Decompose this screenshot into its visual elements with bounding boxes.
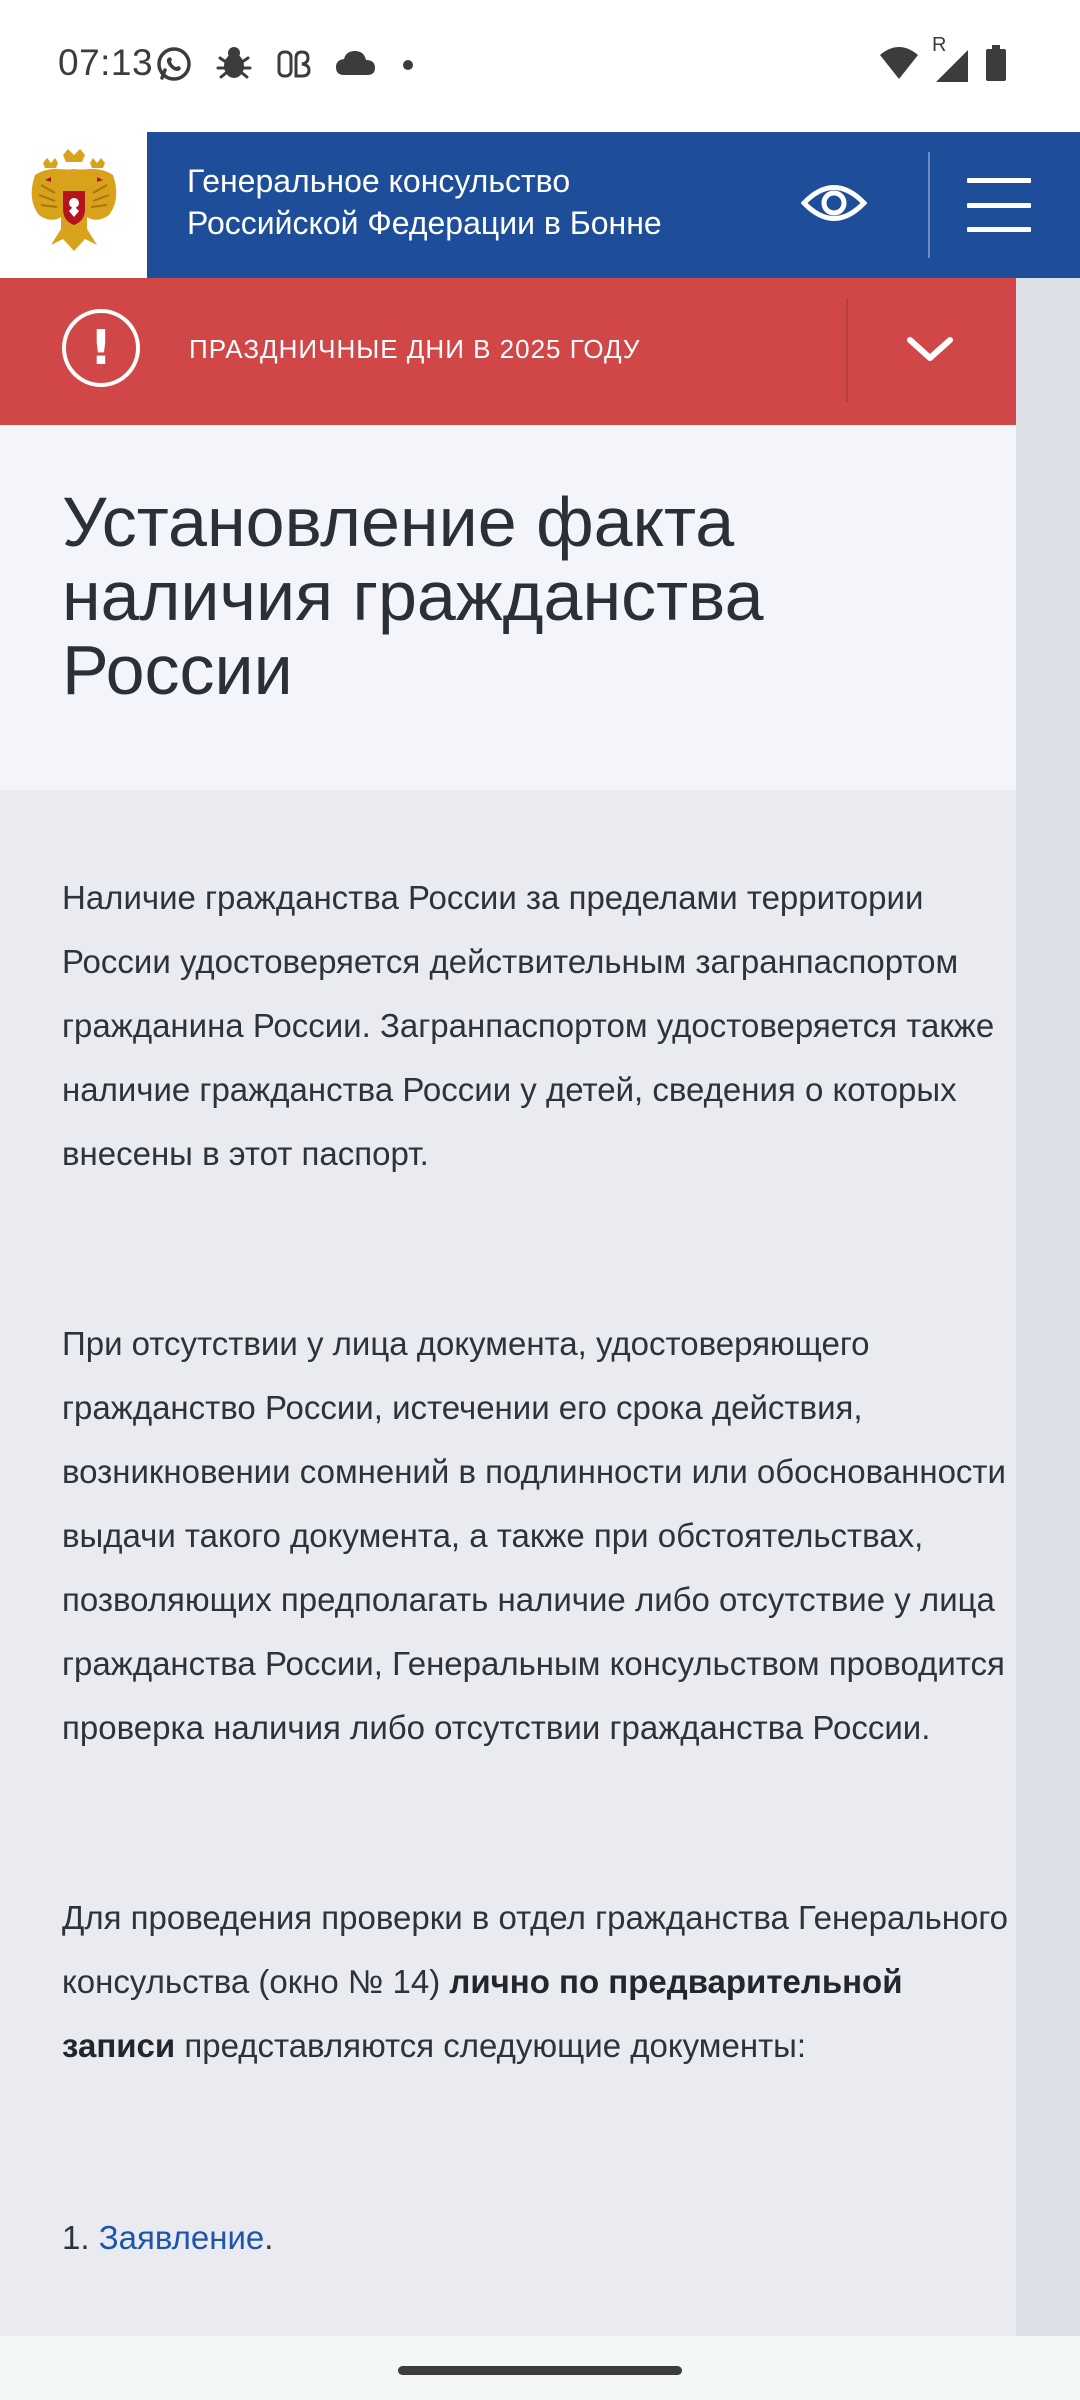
battery-icon xyxy=(984,43,1008,88)
paragraph-2: При отсутствии у лица документа, удостоверяющего гражданство России, истечении его срока действия, возникновении сомнений в подлинности или обоснованности выдачи такого документа, а также при обстоятельствах, позволяющих предполагать наличие либо отсутствие у лица гражданства России, Генеральным консульством проводится проверка наличия либо отсутствии гражданства России. xyxy=(62,1325,1006,1746)
alert-divider xyxy=(846,298,848,402)
coat-of-arms-icon xyxy=(21,147,127,264)
site-logo-link[interactable] xyxy=(0,132,147,278)
paragraph-1: Наличие гражданства России за пределами территории России удостоверяется действительным загранпаспортом гражданина России. Загранпаспортом удостоверяется также наличие гражданства России у детей, сведения о которых внесены в этот паспорт. xyxy=(62,879,995,1172)
site-header xyxy=(0,132,1080,278)
page-title: Установление факта наличия гражданства России xyxy=(62,483,764,709)
list-item-number: 1. xyxy=(62,2219,90,2256)
alert-text[interactable]: ПРАЗДНИЧНЫЕ ДНИ В 2025 ГОДУ xyxy=(189,334,641,364)
alert-expand-button[interactable] xyxy=(890,316,970,386)
header-divider xyxy=(928,152,930,258)
status-bar xyxy=(0,0,1080,132)
roaming-label: R xyxy=(932,34,947,56)
chevron-down-icon xyxy=(906,334,954,369)
application-form-link[interactable]: Заявление xyxy=(98,2219,265,2256)
menu-button[interactable] xyxy=(967,172,1037,238)
whatsapp-icon xyxy=(154,44,194,84)
bug-icon xyxy=(214,44,254,84)
system-icons xyxy=(878,34,1008,89)
holiday-alert-banner[interactable] xyxy=(0,278,1016,425)
main-content xyxy=(0,790,1016,2336)
eye-icon xyxy=(801,182,867,229)
paragraph-3-end: представляются следующие документы: xyxy=(175,2027,807,2064)
home-indicator[interactable] xyxy=(398,2366,682,2375)
title-section xyxy=(0,425,1016,790)
wifi-icon xyxy=(878,43,920,88)
list-item xyxy=(62,2206,273,2270)
page-scroll-gutter xyxy=(1016,278,1080,2336)
paragraph-3 xyxy=(62,1886,1012,2078)
list-item-suffix: . xyxy=(264,2219,274,2256)
exclamation-circle-icon: ! xyxy=(62,309,140,387)
cloud-icon xyxy=(334,44,378,84)
accessibility-button[interactable] xyxy=(797,170,871,240)
site-title[interactable]: Генеральное консульство Российской Федерации в Бонне xyxy=(187,163,662,241)
dot-icon xyxy=(398,44,418,84)
paragraph-3-start: Для проведения проверки в отдел гражданства Генерального консульства (окно № 14) xyxy=(62,1899,1009,2000)
app-icon xyxy=(274,44,314,84)
hamburger-menu-icon xyxy=(967,178,1031,183)
roaming-signal-icon xyxy=(932,34,972,89)
status-time: 07:13 xyxy=(58,42,154,83)
header-bar xyxy=(147,132,1080,278)
navigation-bar xyxy=(0,2336,1080,2400)
notification-icons xyxy=(154,44,418,84)
paragraph-3-bold: лично по предварительной записи xyxy=(62,1963,903,2064)
